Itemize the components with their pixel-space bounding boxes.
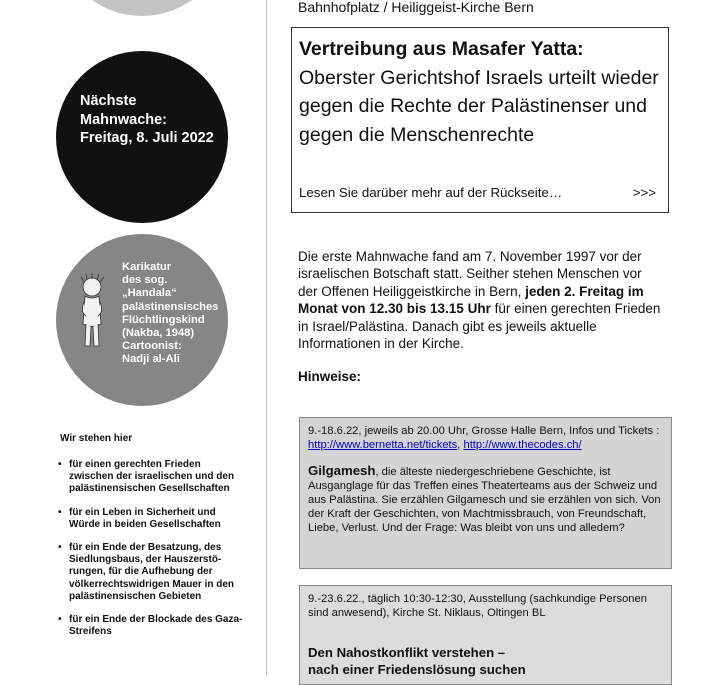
caption-line: Flüchtlingskind	[122, 313, 205, 326]
location: Bahnhofplatz / Heiliggeist-Kirche Bern	[298, 0, 534, 15]
event-info	[308, 424, 663, 452]
caption-line: des sog.	[122, 274, 168, 287]
caption-line: Nadji al-Ali	[122, 353, 180, 366]
event-title-line-1: Den Nahostkonflikt verstehen –	[308, 645, 506, 660]
read-more-text: Lesen Sie darüber mehr auf der Rückseite…	[299, 185, 563, 200]
list-item: • für einen gerechten Frieden zwischen der israelischen und den palästinensischen Gesellschaften	[58, 459, 244, 496]
event-box-gilgamesh	[299, 417, 672, 569]
cartoon-caption	[122, 261, 227, 367]
thecodes-link[interactable]: http://www.thecodes.ch/	[463, 439, 582, 451]
event-description	[308, 464, 663, 535]
event-desc-text: , die älteste niedergeschriebene Geschichte, ist Ausganglage für das Treffen eines Theaterteams aus der Schweiz und aus Palästina. Sie erzählen Gilgamesch und sie erzählen von sich. Von der Kraft der Geschichten, von Machtmissbrauch, von Freundschaft, Liebe, Verlust. Und der Frage: Was bleibt von uns und alledem?	[308, 466, 661, 534]
list-item: • für ein Ende der Blockade des Gaza-Streifens	[58, 614, 244, 638]
headline-box	[291, 27, 669, 213]
stand-title: Wir stehen hier	[60, 433, 133, 444]
column-divider	[266, 0, 267, 675]
intro-paragraph	[298, 248, 664, 352]
event-info-text: 9.-18.6.22, jeweils ab 20.00 Uhr, Grosse Halle Bern, Infos und Tickets :	[308, 425, 660, 437]
event-title	[308, 644, 663, 678]
list-item: • für ein Leben in Sicherheit und Würde in beiden Gesellschaften	[58, 507, 244, 531]
caption-line: palästinensisches	[122, 300, 219, 313]
vigil-line-1: Nächste	[80, 93, 137, 109]
handala-cartoon-icon	[78, 272, 106, 352]
read-more-arrow[interactable]: >>>	[632, 185, 656, 200]
event-title-line-2: nach einer Friedenslösung suchen	[308, 662, 526, 677]
intro-text-1: Die erste Mahnwache fand am 7. November 1997 vor der israelischen Botschaft statt. Seither stehen Menschen vor der Offenen Heiliggeistkirche in Bern,	[298, 249, 642, 299]
intro-text-2: für einen gerechten Frieden in Israel/Palästina. Danach gibt es jeweils aktuelle Informationen in der Kirche.	[298, 301, 661, 352]
tickets-link[interactable]: http://www.bernetta.net/tickets	[308, 439, 458, 451]
vigil-date: Freitag, 8. Juli 2022	[80, 130, 214, 146]
intro-schedule: jeden 2. Freitag im Monat von 12.30 bis 13.15 Uhr	[298, 283, 644, 317]
decorative-circle-top	[56, 0, 228, 16]
headline-title: Vertreibung aus Masafer Yatta:	[299, 38, 584, 60]
event-info: 9.-23.6.22., täglich 10:30-12:30, Ausstellung (sachkundige Personen sind anwesend), Kirche St. Niklaus, Oltingen BL	[308, 593, 647, 619]
caption-line: Karikatur	[122, 261, 172, 273]
headline-subtitle: Oberster Gerichtshof Israels urteilt wieder gegen die Rechte der Palästinenser und gegen die Menschenrechte	[299, 66, 659, 146]
event-box-exhibition	[299, 585, 672, 685]
link-separator: ,	[457, 439, 464, 451]
next-vigil	[80, 92, 220, 148]
list-item: • für ein Ende der Besatzung, des Siedlungsbaus, der Hauszerstörungen, für die Aufhebung der völkerrechtswidrigen Mauer in den palästinensischen Gebieten	[58, 542, 244, 603]
caption-line: (Nakba, 1948)	[122, 327, 195, 340]
vigil-line-2: Mahnwache:	[80, 111, 168, 128]
caption-line: „Handala“	[122, 287, 177, 300]
stand-list	[58, 459, 244, 649]
event-title: Gilgamesh	[308, 463, 376, 478]
hints-label: Hinweise:	[298, 369, 362, 384]
caption-line: Cartoonist:	[122, 340, 182, 353]
